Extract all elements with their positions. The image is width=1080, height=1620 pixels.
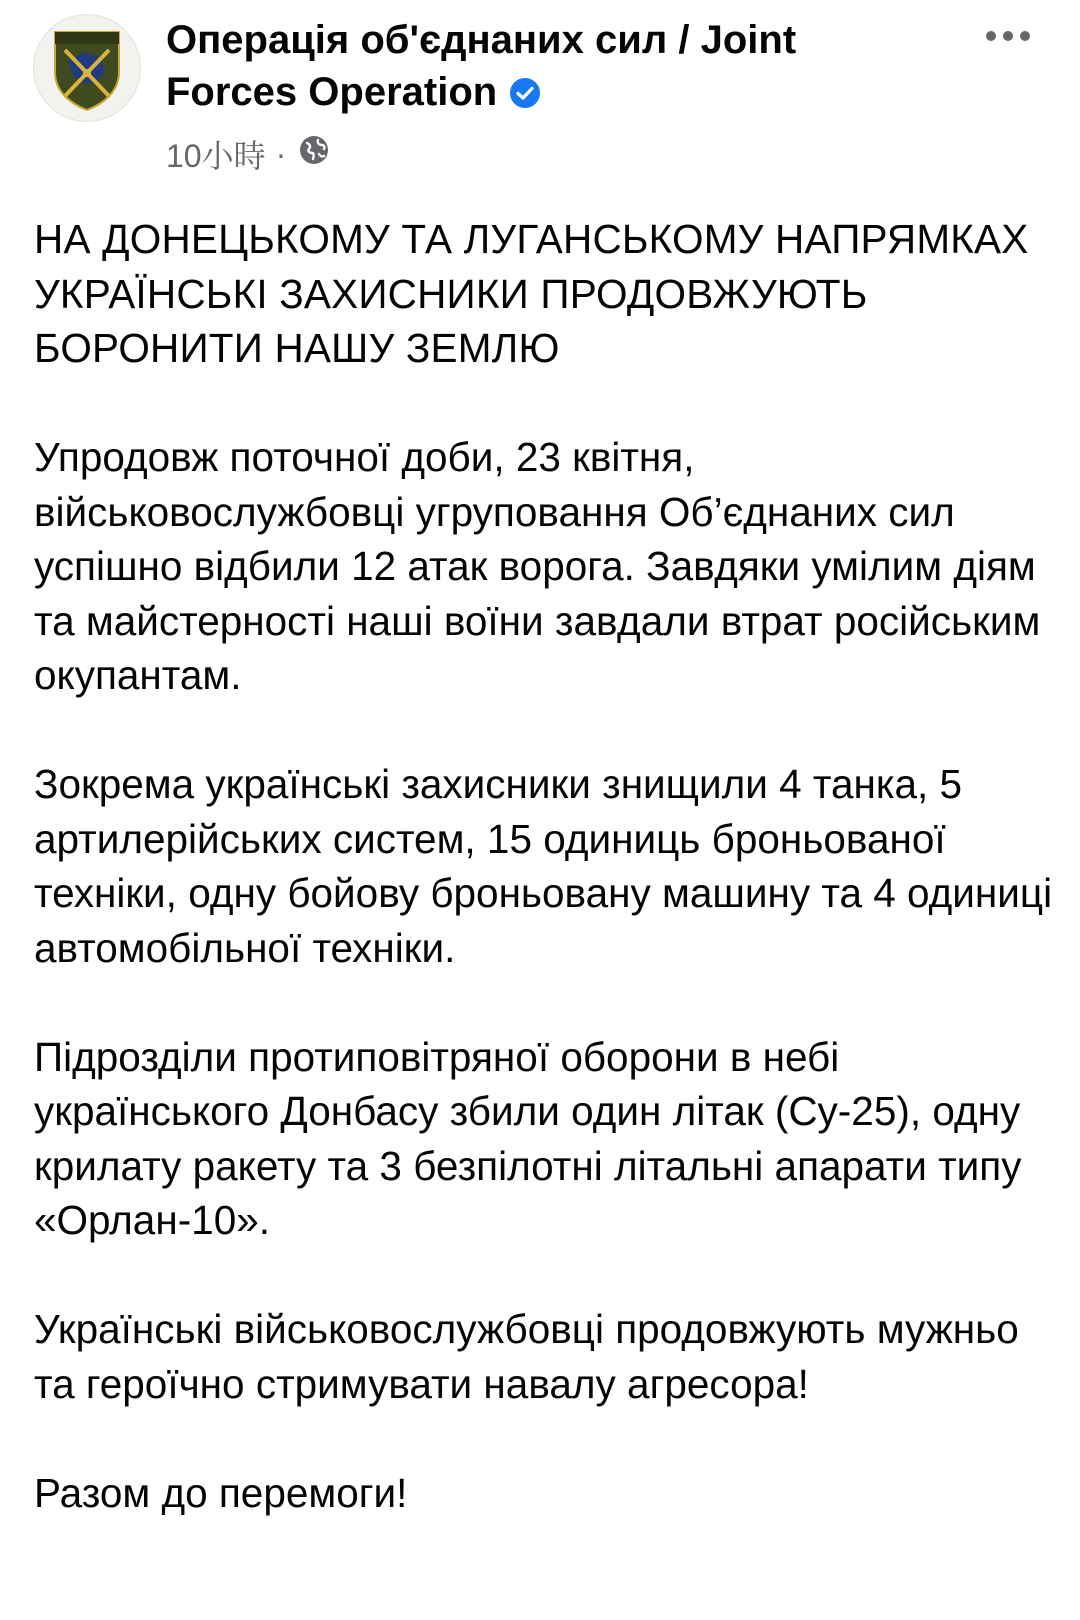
page-name[interactable] [166,14,866,122]
post-body [34,212,1064,1520]
joint-forces-emblem-icon [39,20,135,116]
post-paragraph: Упродовж поточної доби, 23 квітня, військовослужбовці угруповання Об’єднаних сил успішно відбили 12 атак ворога. Завдяки умілим діям та майстерності наші воїни завдали втрат російським окупантам. [34,434,1041,698]
verified-badge-icon [509,70,541,122]
page-name-text[interactable]: Операція об'єднаних сил / Joint Forces Operation [166,18,797,114]
meta-separator: · [275,135,287,172]
post-paragraph: Українські військовослужбовці продовжують мужньо та героїчно стримувати навалу агресора! [34,1306,1019,1407]
post-paragraph: Зокрема українські захисники знищили 4 танка, 5 артилерійських систем, 15 одиниць броньованої техніки, одну бойову броньовану машину та 4 одиниці автомобільної техніки. [34,761,1053,971]
globe-icon [298,134,330,174]
more-options-button[interactable] [978,18,1038,54]
post-meta [166,132,330,176]
post-headline: НА ДОНЕЦЬКОМУ ТА ЛУГАНСЬКОМУ НАПРЯМКАХ УКРАЇНСЬКІ ЗАХИСНИКИ ПРОДОВЖУЮТЬ БОРОНИТИ НАШУ ЗЕМЛЮ [34,216,1029,371]
post-paragraph: Разом до перемоги! [34,1469,408,1516]
more-horizontal-icon [985,30,1031,42]
post-timestamp[interactable]: 10小時 [166,138,266,174]
page-avatar[interactable] [33,14,141,122]
post-paragraph: Підрозділи протиповітряної оборони в небі українського Донбасу збили один літак (Су-25), одну крилату ракету та 3 безпілотні літальні апарати типу «Орлан-10». [34,1033,1022,1243]
post-header [0,0,1080,190]
